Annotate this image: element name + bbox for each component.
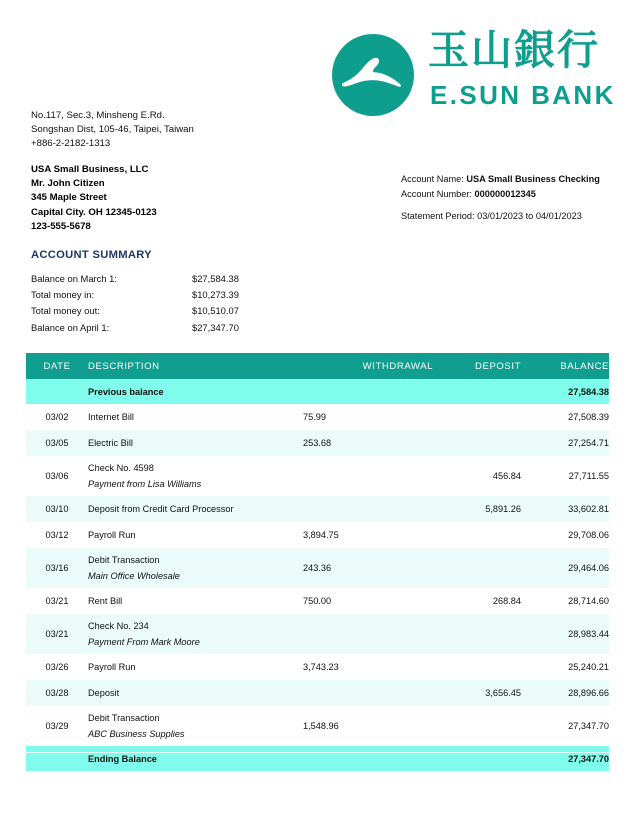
cell-withdrawal: 3,743.23: [303, 662, 339, 672]
cell-date: 03/02: [45, 412, 69, 422]
bank-address-line-1: No.117, Sec.3, Minsheng E.Rd.: [31, 110, 165, 121]
cell-withdrawal: 1,548.96: [303, 721, 339, 731]
cell-balance: 28,983.44: [568, 629, 609, 639]
transactions-table-body: [26, 379, 609, 771]
account-number-label: Account Number:: [401, 188, 472, 199]
summary-row: [31, 273, 239, 289]
cell-deposit: [433, 706, 521, 746]
cell-description: [88, 404, 303, 430]
cell-description: [88, 654, 303, 680]
cell-withdrawal: 253.68: [303, 438, 332, 448]
mountain-circle-logo-icon: [332, 34, 414, 116]
account-summary-title: ACCOUNT SUMMARY: [31, 249, 152, 261]
table-row: [26, 522, 609, 548]
cell-date: 03/21: [45, 629, 69, 639]
customer-phone: 123-555-5678: [31, 220, 91, 232]
account-meta: [401, 172, 600, 201]
cell-description: [88, 548, 303, 588]
cell-description: [88, 456, 303, 496]
cell-description-main: Payroll Run: [88, 529, 136, 540]
account-summary-body: [31, 273, 239, 338]
cell-date: 03/21: [45, 596, 69, 606]
cell-withdrawal: 243.36: [303, 563, 332, 573]
cell-withdrawal: [303, 614, 433, 654]
previous-balance-date: [26, 379, 88, 404]
summary-label: Balance on April 1:: [31, 321, 110, 333]
cell-deposit: [433, 522, 521, 548]
cell-deposit: [433, 614, 521, 654]
transactions-table-head: [26, 353, 609, 379]
summary-label: Total money in:: [31, 289, 95, 301]
column-header-balance: BALANCE: [521, 353, 609, 379]
cell-description: [88, 588, 303, 614]
cell-deposit: 456.84: [492, 471, 521, 481]
cell-description-main: Debit Transaction: [88, 555, 160, 565]
cell-withdrawal: [303, 680, 433, 706]
table-row: [26, 548, 609, 588]
table-bottom-rule: [26, 752, 609, 753]
table-row: [26, 404, 609, 430]
summary-label: Balance on March 1:: [31, 273, 117, 284]
cell-deposit: [433, 430, 521, 456]
table-row: [26, 680, 609, 706]
cell-description-main: Debit Transaction: [88, 713, 160, 723]
cell-date: 03/06: [45, 471, 69, 481]
ending-balance-date: [26, 746, 88, 771]
customer-address: [31, 163, 157, 234]
cell-deposit: [433, 404, 521, 430]
table-row: [26, 654, 609, 680]
table-row: [26, 456, 609, 496]
account-number-row: [401, 187, 600, 202]
customer-name: Mr. John Citizen: [31, 178, 105, 190]
account-summary-table: [31, 273, 239, 338]
cell-description-main: Rent Bill: [88, 595, 123, 606]
transactions-table: [26, 353, 609, 771]
column-header-deposit: DEPOSIT: [433, 353, 521, 379]
customer-city-state-zip: Capital City. OH 12345-0123: [31, 206, 157, 218]
ending-balance-deposit: [433, 746, 521, 771]
bank-logo: [332, 28, 616, 116]
cell-deposit: 3,656.45: [485, 688, 521, 698]
cell-description: [88, 522, 303, 548]
cell-balance: 25,240.21: [568, 662, 609, 672]
cell-description-sub: ABC Business Supplies: [88, 728, 185, 739]
table-row: [26, 706, 609, 746]
cell-description-main: Electric Bill: [88, 437, 133, 448]
cell-description-main: Deposit from Credit Card Processor: [88, 503, 234, 514]
previous-balance-row: [26, 379, 609, 404]
cell-description: [88, 430, 303, 456]
summary-row: [31, 289, 239, 305]
customer-street: 345 Maple Street: [31, 192, 107, 204]
bank-address: [31, 109, 194, 152]
summary-value: $10,273.39: [192, 289, 239, 301]
bank-address-line-3: +886-2-2182-1313: [31, 138, 111, 150]
cell-date: 03/26: [45, 662, 69, 672]
summary-value: $27,347.70: [192, 321, 239, 333]
bank-address-line-2: Songshan Dist, 105-46, Taipei, Taiwan: [31, 124, 194, 136]
cell-date: 03/16: [45, 563, 69, 573]
cell-description-main: Check No. 234: [88, 621, 149, 631]
transactions-header-row: [26, 353, 609, 379]
account-name-row: [401, 172, 600, 187]
cell-deposit: [433, 548, 521, 588]
cell-deposit: [433, 654, 521, 680]
cell-withdrawal: [303, 456, 433, 496]
ending-balance-row: [26, 746, 609, 771]
cell-balance: 27,711.55: [568, 471, 609, 481]
summary-label: Total money out:: [31, 305, 100, 317]
ending-balance-amount: 27,347.70: [568, 753, 609, 764]
cell-withdrawal: [303, 496, 433, 522]
cell-description-main: Internet Bill: [88, 411, 134, 422]
account-name-value: USA Small Business Checking: [466, 174, 600, 184]
cell-description: [88, 680, 303, 706]
account-name-label: Account Name:: [401, 174, 464, 184]
ending-balance-label: Ending Balance: [88, 753, 157, 764]
cell-description-main: Payroll Run: [88, 661, 136, 672]
table-row: [26, 588, 609, 614]
cell-balance: 29,464.06: [568, 563, 609, 573]
table-row: [26, 430, 609, 456]
column-header-withdrawal: WITHDRAWAL: [303, 353, 433, 379]
column-header-description: DESCRIPTION: [88, 353, 303, 379]
cell-balance: 28,896.66: [568, 688, 609, 698]
cell-withdrawal: 75.99: [303, 412, 326, 422]
cell-description-sub: Payment from Lisa Williams: [88, 478, 202, 489]
summary-value: $10,510.07: [192, 305, 239, 317]
cell-withdrawal: 750.00: [303, 596, 332, 606]
cell-description-main: Deposit: [88, 687, 120, 698]
summary-value: $27,584.38: [192, 273, 239, 284]
cell-withdrawal: 3,894.75: [303, 530, 339, 540]
cell-date: 03/12: [45, 530, 69, 540]
cell-description: [88, 496, 303, 522]
statement-period: Statement Period: 03/01/2023 to 04/01/2023: [401, 211, 582, 221]
cell-description-sub: Payment From Mark Moore: [88, 636, 200, 647]
cell-description-sub: Main Office Wholesale: [88, 570, 180, 581]
customer-company: USA Small Business, LLC: [31, 164, 149, 175]
cell-description-main: Check No. 4598: [88, 463, 154, 473]
bank-name-cjk: 玉山銀行: [428, 26, 600, 74]
cell-date: 03/29: [45, 721, 69, 731]
ending-balance-withdrawal: [303, 746, 433, 771]
previous-balance-withdrawal: [303, 379, 433, 404]
summary-row: [31, 322, 239, 338]
cell-balance: 27,508.39: [568, 412, 609, 422]
cell-description: [88, 706, 303, 746]
cell-date: 03/10: [45, 504, 69, 514]
previous-balance-deposit: [433, 379, 521, 404]
cell-deposit: 5,891.26: [485, 504, 521, 514]
table-row: [26, 496, 609, 522]
cell-balance: 33,602.81: [568, 504, 609, 514]
cell-balance: 27,254.71: [568, 438, 609, 448]
summary-row: [31, 305, 239, 321]
cell-date: 03/28: [45, 688, 69, 698]
column-header-date: DATE: [26, 353, 88, 379]
cell-description: [88, 614, 303, 654]
table-row: [26, 614, 609, 654]
previous-balance-label: Previous balance: [88, 386, 164, 397]
cell-deposit: 268.84: [492, 596, 521, 606]
previous-balance-amount: 27,584.38: [568, 386, 609, 397]
cell-balance: 28,714.60: [568, 596, 609, 606]
cell-date: 03/05: [45, 438, 69, 448]
cell-balance: 27,347.70: [568, 721, 609, 731]
cell-balance: 29,708.06: [568, 530, 609, 540]
bank-name-en: E.SUN BANK: [430, 80, 616, 110]
account-number-value: 000000012345: [474, 188, 536, 199]
